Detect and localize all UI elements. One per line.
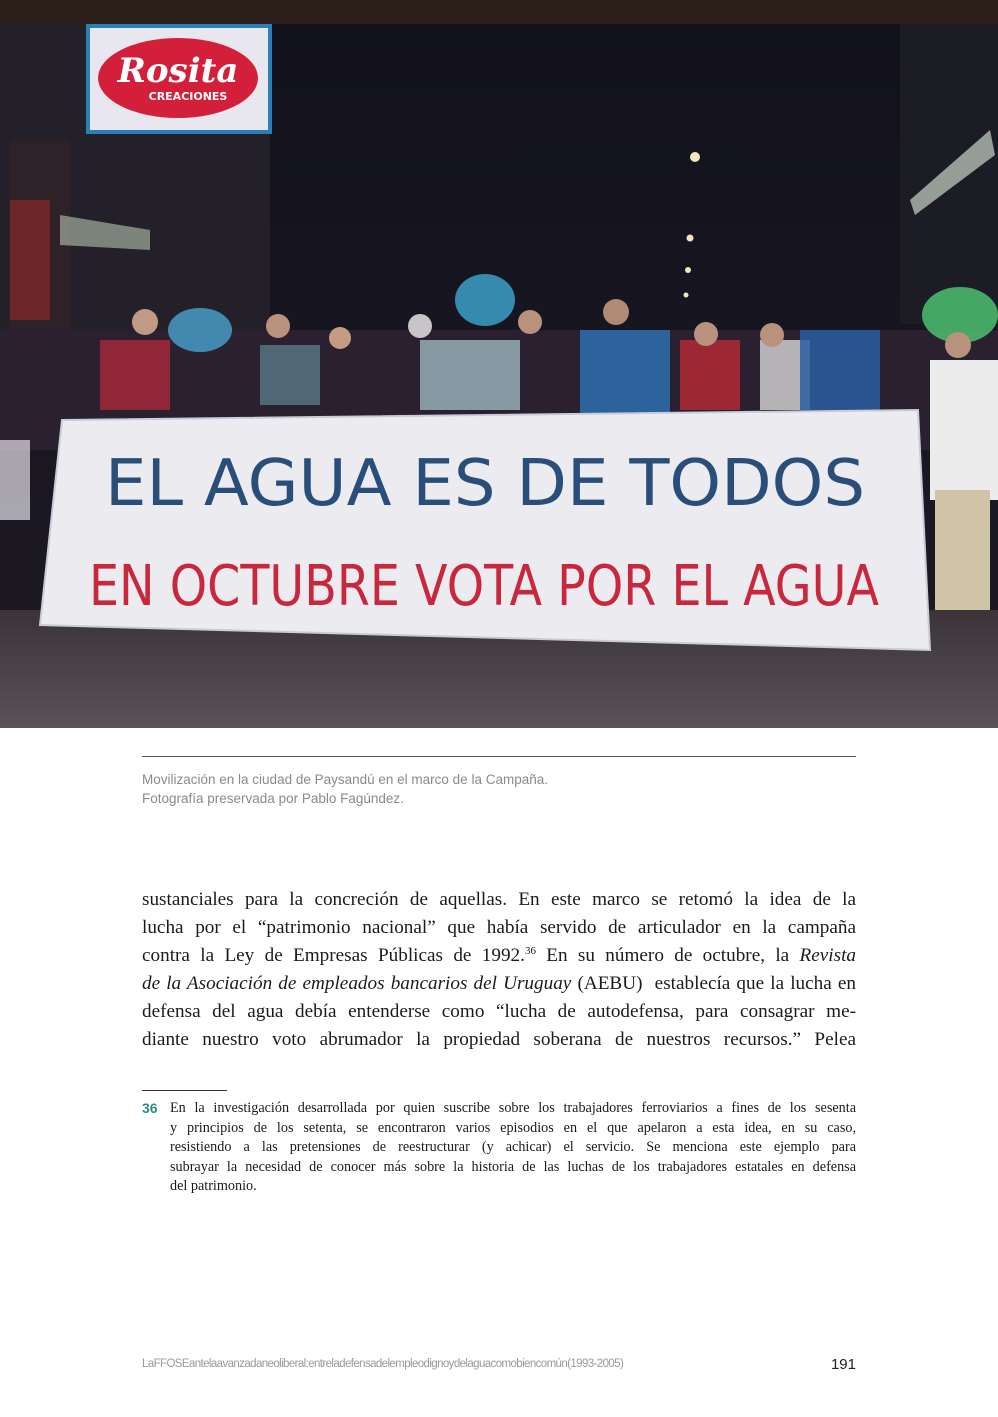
body-line bbox=[142, 970, 856, 998]
footnote-line: y principios de los setenta, se encontraron varios episodios en el que apelaron a esta idea, en su caso, bbox=[170, 1119, 856, 1136]
body-line: defensa del agua debía entenderse como “lucha de autodefensa, para consagrar me- bbox=[142, 1001, 856, 1022]
caption-rule bbox=[142, 756, 856, 757]
body-line: sustanciales para la concreción de aquellas. En este marco se retomó la idea de la bbox=[142, 889, 856, 910]
footnote-rule bbox=[142, 1090, 227, 1091]
banner-line-1: EL AGUA ES DE TODOS bbox=[105, 447, 865, 521]
page-footer bbox=[142, 1356, 856, 1376]
footnote-line: subrayar la necesidad de conocer más sobre la historia de las luchas de los trabajadores estatales en defensa bbox=[170, 1158, 856, 1175]
journal-title: Revista bbox=[799, 945, 856, 966]
body-text-run: (AEBU) establecía que la lucha en bbox=[571, 973, 856, 994]
body-line: diante nuestro voto abrumador la propiedad soberana de nuestros recursos.” Pelea bbox=[142, 1029, 856, 1050]
page-number: 191 bbox=[830, 1356, 856, 1373]
shop-sign-name: Rosita bbox=[117, 51, 239, 91]
body-line: lucha por el “patrimonio nacional” que había servido de articulador en la campaña bbox=[142, 917, 856, 938]
footnote-line: En la investigación desarrollada por quien suscribe sobre los trabajadores ferroviarios a fines de los sesenta bbox=[170, 1100, 856, 1116]
protest-banner bbox=[40, 410, 930, 650]
banner-line-2: EN OCTUBRE VOTA POR EL AGUA bbox=[89, 554, 879, 619]
photo-caption bbox=[142, 770, 856, 808]
shop-sign bbox=[88, 26, 270, 132]
footnote-line: del patrimonio. bbox=[170, 1178, 257, 1194]
body-paragraph bbox=[142, 886, 856, 1054]
shop-sign-sub: CREACIONES bbox=[148, 90, 228, 103]
body-text-run: En su número de octubre, la bbox=[535, 945, 800, 966]
body-text-run: contra la Ley de Empresas Públicas de 1992. bbox=[142, 945, 525, 966]
caption-line-1: Movilización en la ciudad de Paysandú en el marco de la Campaña. bbox=[142, 772, 548, 787]
footnote-number: 36 bbox=[142, 1100, 158, 1116]
caption-line-2: Fotografía preservada por Pablo Fagúndez. bbox=[142, 791, 404, 806]
journal-title: de la Asociación de empleados bancarios del Uruguay bbox=[142, 973, 572, 994]
footnote-line: resistiendo a las pretensiones de reestructurar (y achicar) el servicio. Se menciona este ejemplo para bbox=[170, 1139, 856, 1155]
body-line bbox=[142, 942, 856, 970]
running-title: LaFFOSEantelaavanzadaneoliberal:entreladefensadelempleodignoydelaguacomobiencomún(1993-2005) bbox=[142, 1358, 624, 1370]
footnote bbox=[142, 1099, 856, 1197]
footnote-reference[interactable]: 36 bbox=[524, 945, 536, 957]
